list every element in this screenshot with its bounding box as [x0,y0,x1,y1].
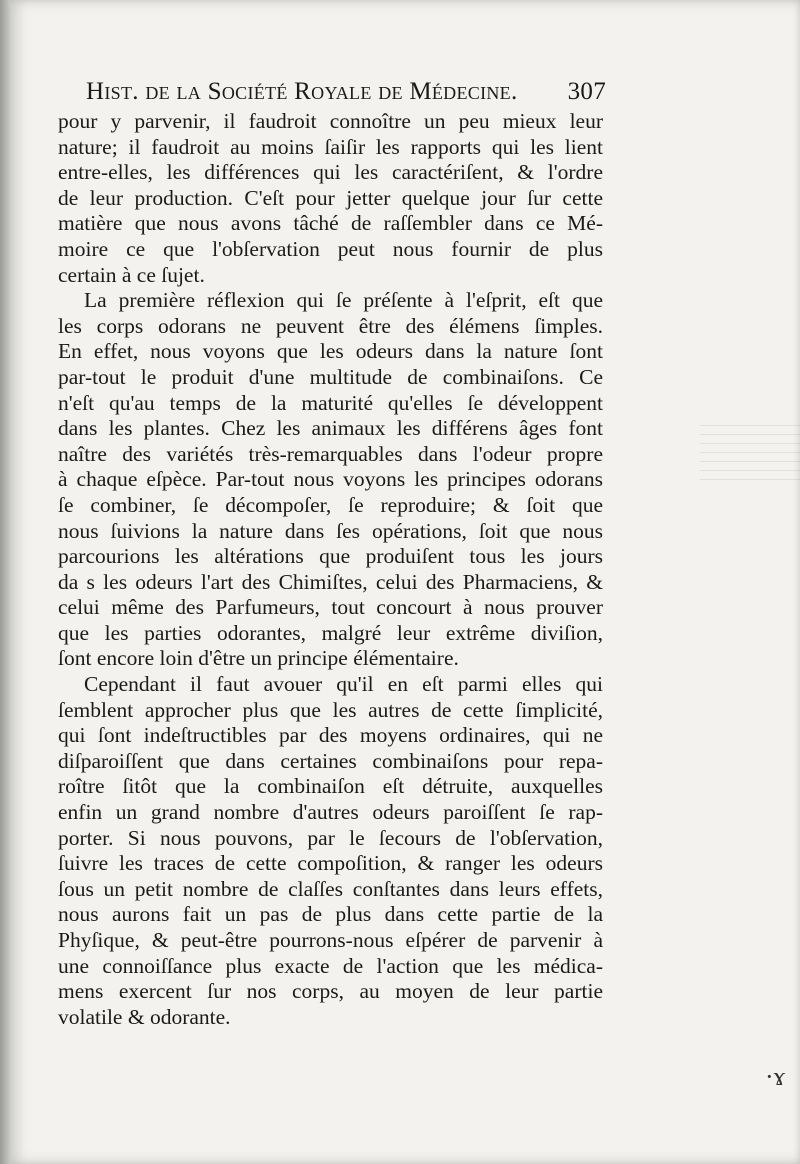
running-header [86,78,606,106]
running-title: Hist. de la Société Royale de Médecine. [86,78,518,105]
body-text [58,109,603,1030]
text-line: n'eſt qu'au temps de la maturité qu'elles ſe développent [58,390,603,415]
text-line: que les parties odorantes, malgré leur extrême diviſion, [58,620,603,645]
text-line: naître des variétés très-remarquables dans l'odeur propre [58,441,603,466]
text-line: moire ce que l'obſervation peut nous fournir de plus [58,236,603,261]
text-line: ſemblent approcher plus que les autres de cette ſimplicité, [58,697,603,722]
page-binding-shadow [0,0,10,1164]
text-line: par-tout le produit d'une multitude de combinaiſons. Ce [58,364,603,389]
text-line: ſuivre les traces de cette compoſition, & ranger les odeurs [58,851,603,876]
text-line: diſparoiſſent que dans certaines combinaiſons pour repa- [58,748,603,773]
text-line: ſous un petit nombre de claſſes conſtantes dans leurs effets, [58,876,603,901]
paragraph [58,109,603,288]
text-line: enfin un grand nombre d'autres odeurs paroiſſent ſe rap- [58,800,603,825]
text-line: de leur production. C'eſt pour jetter quelque jour ſur cette [58,185,603,210]
text-line: à chaque eſpèce. Par-tout nous voyons les principes odorans [58,467,603,492]
text-line: ſont encore loin d'être un principe élémentaire. [58,646,459,671]
text-line: porter. Si nous pouvons, par le ſecours de l'obſervation, [58,825,603,850]
page-number: 307 [567,78,606,105]
text-line: certain à ce ſujet. [58,262,205,287]
text-line: parcourions les altérations que produiſent tous les jours [58,544,603,569]
text-line: une connoiſſance plus exacte de l'action que les médica- [58,953,603,978]
bleed-through-texture [700,420,800,480]
text-line: Cependant il faut avouer qu'il en eſt parmi elles qui [84,672,603,697]
text-line: nous ſuivions la nature dans ſes opérations, ſoit que nous [58,518,603,543]
text-line: nature; il faudroit au moins ſaiſir les rapports qui les lient [58,134,603,159]
text-line: La première réflexion qui ſe préſente à l'eſprit, eſt que [84,288,603,313]
text-line: mens exercent ſur nos corps, au moyen de leur partie [58,979,603,1004]
text-line: dans les plantes. Chez les animaux les différens âges font [58,416,603,441]
margin-ink-mark: ·ɤ [765,1062,786,1091]
text-line: En effet, nous voyons que les odeurs dans la nature ſont [58,339,603,364]
text-line: celui même des Parfumeurs, tout concourt à nous prouver [58,595,603,620]
text-line: matière que nous avons tâché de raſſembler dans ce Mé- [58,211,603,236]
text-line: les corps odorans ne peuvent être des élémens ſimples. [58,313,603,338]
text-line: pour y parvenir, il faudroit connoître un peu mieux leur [58,109,603,133]
text-line: entre-elles, les différences qui les caractériſent, & l'ordre [58,160,603,185]
text-line: qui ſont indeſtructibles par des moyens ordinaires, qui ne [58,723,603,748]
text-line: ſe combiner, ſe décompoſer, ſe reproduire; & ſoit que [58,492,603,517]
paragraph [58,672,603,1030]
text-line: da s les odeurs l'art des Chimiſtes, celui des Pharmaciens, & [58,569,603,594]
text-line: Phyſique, & peut-être pourrons-nous eſpérer de parvenir à [58,928,603,952]
text-line: volatile & odorante. [58,1004,231,1029]
text-line: roître ſitôt que la combinaiſon eſt détruite, auxquelles [58,774,603,799]
paragraph [58,288,603,672]
text-line: nous aurons fait un pas de plus dans cette partie de la [58,902,603,927]
